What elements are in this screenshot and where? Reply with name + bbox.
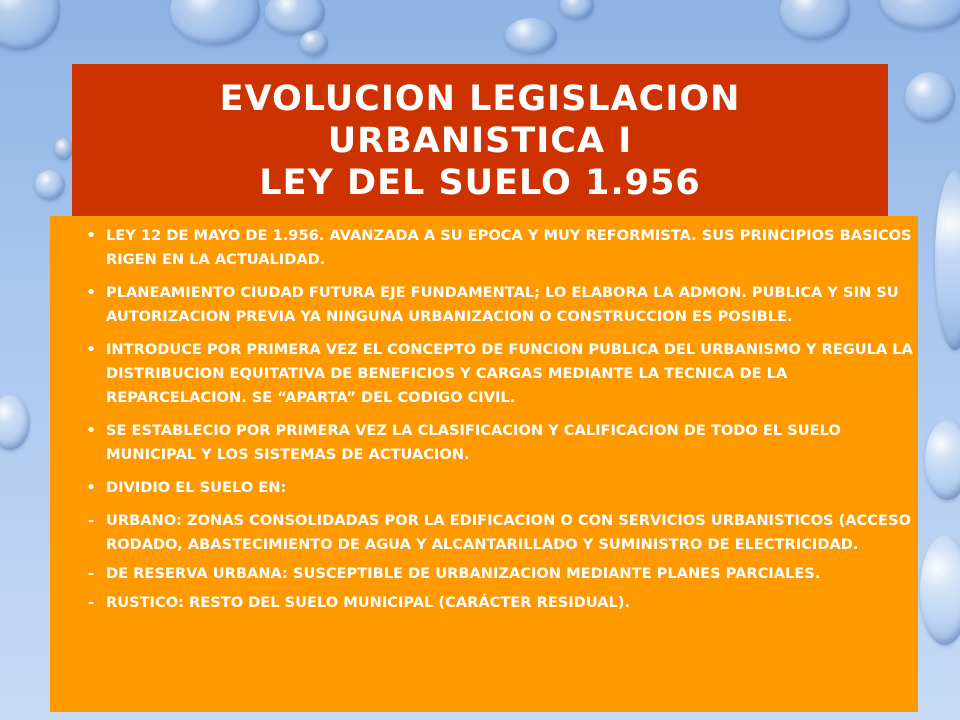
list-item-text: DE RESERVA URBANA: SUSCEPTIBLE DE URBANIZACION MEDIANTE PLANES PARCIALES. — [106, 565, 821, 582]
water-drop-decoration — [935, 170, 960, 350]
title-line-1: EVOLUCION LEGISLACION — [219, 79, 741, 119]
dash-marker: - — [87, 565, 95, 582]
water-drop-decoration — [920, 535, 960, 645]
water-drop-decoration — [505, 18, 557, 54]
water-drop-decoration — [780, 0, 850, 40]
water-drop-decoration — [0, 395, 30, 450]
water-drop-decoration — [55, 138, 73, 160]
dash-marker: - — [87, 512, 95, 529]
list-item-text: URBANO: ZONAS CONSOLIDADAS POR LA EDIFICACION O CON SERVICIOS URBANISTICOS (ACCESO RODADO, ABASTECIMIENTO DE AGUA Y ALCANTARILLADO Y SUMINISTRO DE ELECTRICIDAD. — [106, 512, 911, 553]
list-item — [87, 509, 914, 557]
title-line-3: LEY DEL SUELO 1.956 — [259, 163, 701, 203]
water-drop-decoration — [300, 30, 328, 56]
water-drop-decoration — [560, 0, 594, 20]
bullet-marker: • — [86, 341, 96, 358]
list-item — [87, 591, 914, 615]
water-drop-decoration — [0, 0, 60, 50]
list-item — [86, 338, 914, 410]
water-drop-decoration — [905, 72, 955, 122]
title-banner — [72, 64, 888, 216]
list-item-text: SE ESTABLECIO POR PRIMERA VEZ LA CLASIFICACION Y CALIFICACION DE TODO EL SUELO MUNICIPAL Y LOS SISTEMAS DE ACTUACION. — [106, 422, 841, 463]
bullet-list — [86, 224, 914, 620]
list-item — [87, 562, 914, 586]
water-drop-decoration — [925, 420, 960, 500]
list-item — [86, 281, 914, 329]
list-item-text: RUSTICO: RESTO DEL SUELO MUNICIPAL (CARÁCTER RESIDUAL). — [106, 594, 631, 611]
list-item — [86, 224, 914, 272]
list-item — [86, 419, 914, 467]
water-drop-decoration — [35, 170, 65, 200]
list-item-text: LEY 12 DE MAYO DE 1.956. AVANZADA A SU EPOCA Y MUY REFORMISTA. SUS PRINCIPIOS BASICOS RIGEN EN LA ACTUALIDAD. — [106, 227, 912, 268]
slide-title — [72, 78, 888, 204]
title-line-2: URBANISTICA I — [327, 121, 633, 161]
bullet-marker: • — [86, 479, 96, 496]
list-item-text: INTRODUCE POR PRIMERA VEZ EL CONCEPTO DE FUNCION PUBLICA DEL URBANISMO Y REGULA LA DISTRIBUCION EQUITATIVA DE BENEFICIOS Y CARGAS MEDIANTE LA TECNICA DE LA REPARCELACION. SE “APARTA” DEL CODIGO CIVIL. — [106, 341, 913, 406]
bullet-marker: • — [86, 227, 96, 244]
bullet-marker: • — [86, 422, 96, 439]
list-item — [86, 476, 914, 500]
bullet-marker: • — [86, 284, 96, 301]
dash-marker: - — [87, 594, 95, 611]
water-drop-decoration — [880, 0, 960, 30]
list-item-text: PLANEAMIENTO CIUDAD FUTURA EJE FUNDAMENTAL; LO ELABORA LA ADMON. PUBLICA Y SIN SU AUTORIZACION PREVIA YA NINGUNA URBANIZACION O CONSTRUCCION ES POSIBLE. — [106, 284, 899, 325]
list-item-text: DIVIDIO EL SUELO EN: — [106, 479, 287, 496]
water-drop-decoration — [170, 0, 260, 45]
content-panel — [50, 216, 918, 712]
